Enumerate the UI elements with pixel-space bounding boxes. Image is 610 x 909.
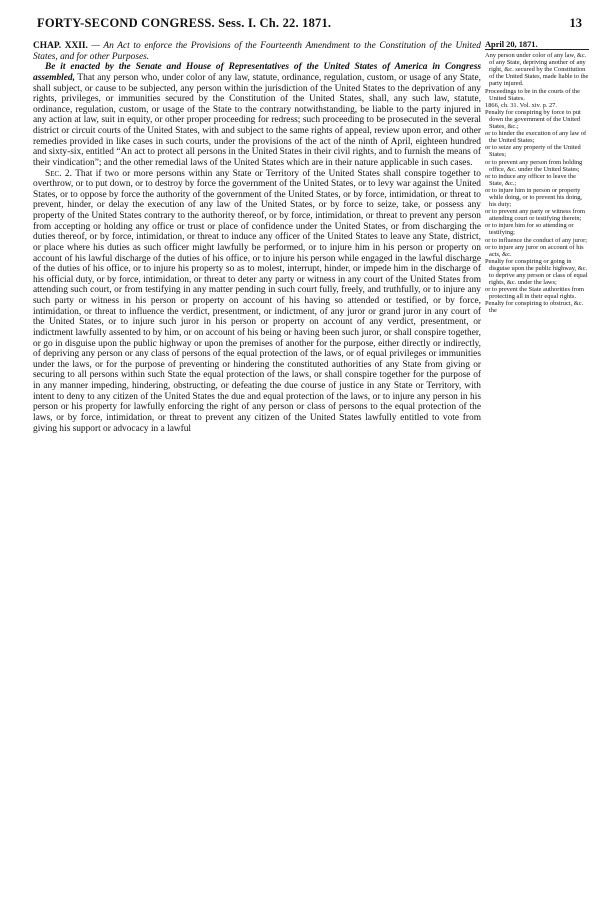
section-1 [33, 62, 481, 168]
margin-note: 1866, ch. 31. Vol. xiv. p. 27. [485, 101, 557, 109]
section-1-text: That any person who, under color of any law, statute, ordinance, regulation, custom, or usage of any State, shall subject, or cause to be subjected, any person within the jurisdiction of the United States to the deprivation of any rights, privileges, or immunities secured by the Constitution of the United States, shall, any such law, statute, ordinance, regulation, custom, or usage of the State to the contrary notwithstanding, be liable to the party injured in any action at law, suit in equity, or other proper proceeding for redress; such proceeding to be prosecuted in the several district or circuit courts of the United States, with and subject to the same rights of appeal, review upon error, and other remedies provided in like cases in such courts, under the provisions of the act of the ninth of April, eighteen hundred and sixty-six, entitled “An act to protect all persons in the United States in their civil rights, and to furnish the means of their vindication”; and the other remedial laws of the United States which are in their nature applicable in such cases. [33, 72, 481, 168]
page-number: 13 [569, 16, 582, 30]
section-2-label: Sec. 2. [45, 168, 72, 179]
chapter-label: CHAP. XXII. [33, 41, 88, 51]
running-header [0, 16, 610, 32]
margin-note: or to injure him in person or property while doing, or to prevent his doing, his duty; [485, 186, 583, 209]
margin-note: Penalty for conspiring by force to put down the government of the United States, &c.; [485, 108, 581, 131]
marginal-notes [485, 41, 589, 315]
approval-date: April 20, 1871. [485, 41, 589, 50]
margin-note: or to hinder the execution of any law of the United States; [485, 130, 587, 145]
enacting-clause: Be it enacted by the Senate and House of Representatives of the United States of America in Congress assembled, [33, 62, 481, 83]
section-2-text: That if two or more persons within any State or Territory of the United States shall conspire together to overthrow, or to put down, or to destroy by force the government of the United States, or to levy war against the United States, or to oppose by force the authority of the government of the United States, or by force, intimidation, or threat to prevent, hinder, or delay the execution of any law of the United States, or by force to seize, take, or possess any property of the United States contrary to the authority thereof, or by force, intimidation, or threat to prevent any person from accepting or holding any office or trust or place of confidence under the United States, or from discharging the duties thereof, or by force, intimidation, or threat to induce any officer of the United States to leave any State, district, or place where his duties as such officer might lawfully be performed, or to injure him in his person or property on account of his lawful discharge of the duties of his office, or to injure his person while engaged in the lawful discharge of the duties of his office, or to injure his property so as to molest, interrupt, hinder, or impede him in the discharge of his official duty, or by force, intimidation, or threat to deter any party or witness in any court of the United States from attending such court, or from testifying in any matter pending in such court fully, freely, and truthfully, or to injure any such party or witness in his person or property on account of his having so attended or testified, or by force, intimidation, or threat to influence the verdict, presentment, or indictment, of any juror or grand juror in any court of the United States, or to injure such juror in his person or property on account of any verdict, presentment, or indictment lawfully assented to by him, or on account of his being or having been such juror, or shall conspire together, or go in disguise upon the public highway or upon the premises of another for the purpose, either directly or indirectly, of depriving any person or any class of persons of the equal protection of the laws, or of equal privileges or immunities under the laws, or for the purpose of preventing or hindering the constituted authorities of any State from giving or securing to all persons within such State the equal protection of the laws, or shall conspire together for the purpose of in any manner impeding, hindering, obstructing, or defeating the due course of justice in any State or Territory, with intent to deny to any citizen of the United States the due and equal protection of the laws, or to injure any person in his person or his property for lawfully enforcing the right of any person or class of persons to the equal protection of the laws, or by force, intimidation, or threat to prevent any citizen of the United States lawfully entitled to vote from giving his support or advocacy in a lawful [33, 168, 481, 434]
margin-note: or to seize any property of the United States; [485, 144, 581, 159]
margin-note: or to injure any juror on account of his acts, &c. [485, 243, 584, 258]
margin-note: or to prevent any person from holding office, &c. under the United States; [485, 158, 583, 173]
section-2 [33, 169, 481, 435]
margin-note: Proceedings to be in the courts of the United States. [485, 87, 580, 102]
margin-note: or to influence the conduct of any juror; [485, 236, 588, 244]
main-text-column [33, 41, 481, 434]
margin-note: Penalty for conspiring or going in disguise upon the public highway, &c. to deprive any person or class of equal rights, &c. under the laws; [485, 257, 588, 287]
chapter-heading [33, 41, 481, 62]
margin-note: or to prevent any party or witness from attending court or testifying therein; [485, 208, 585, 223]
margin-note: or to induce any officer to leave the State, &c.; [485, 172, 576, 187]
margin-note: or to prevent the State authorities from protecting all in their equal rights. [485, 286, 585, 301]
margin-note: Penalty for conspiring to obstruct, &c. the [485, 300, 584, 315]
margin-note: or to injure him for so attending or testifying; [485, 222, 574, 237]
chapter-title: — An Act to enforce the Provisions of the Fourteenth Amendment to the Constitution of the United States, and for other Purposes. [33, 41, 481, 62]
margin-note: Any person under color of any law, &c. of any State, depriving another of any right, &c. secured by the Constitution of the United States, made liable to the party injured. [485, 52, 589, 88]
running-title: FORTY-SECOND CONGRESS. Sess. I. Ch. 22. 1871. [37, 16, 332, 30]
